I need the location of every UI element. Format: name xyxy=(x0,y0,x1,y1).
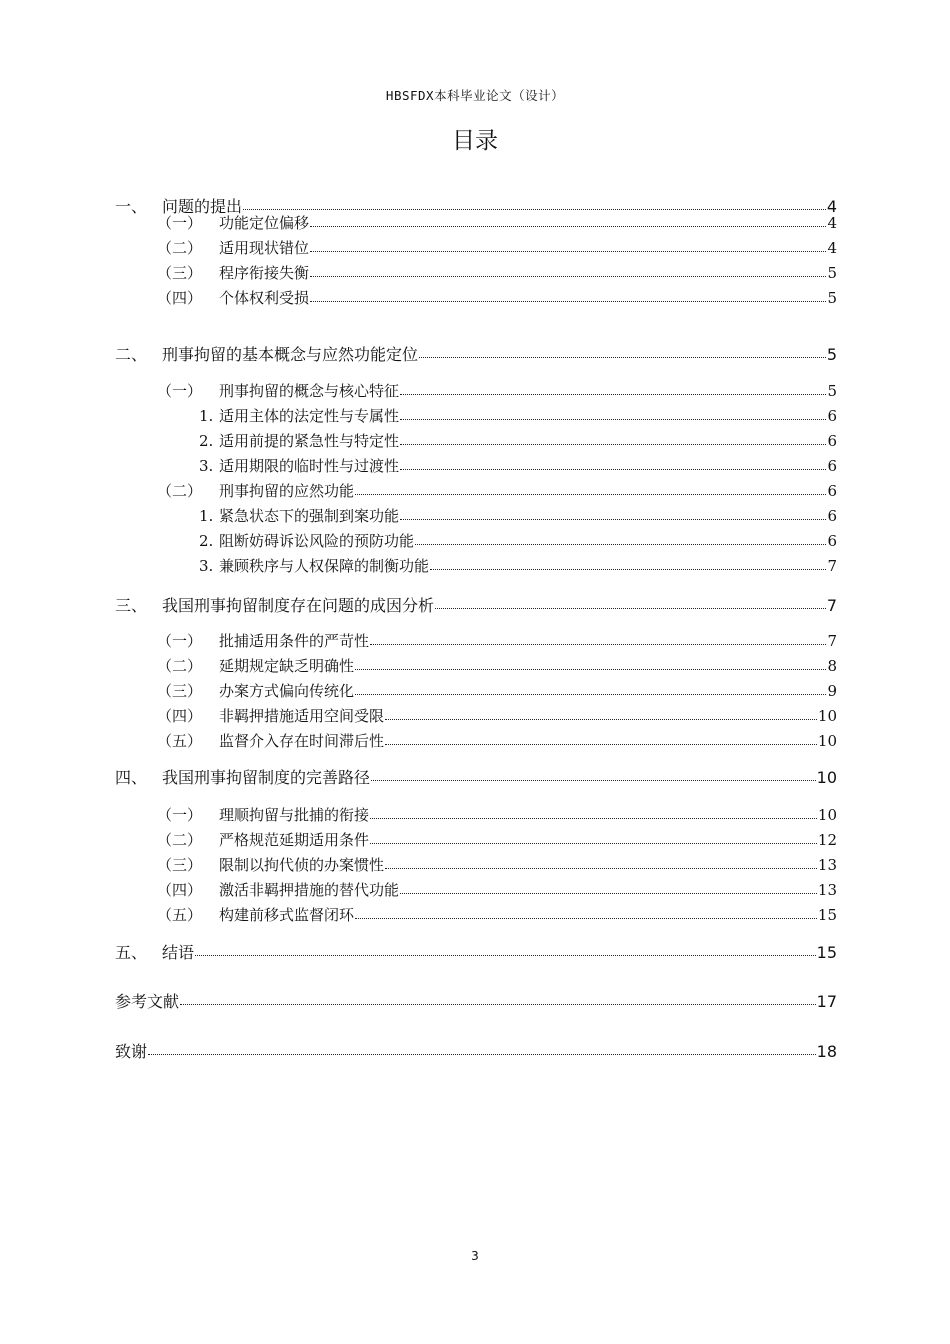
toc-leader-dots xyxy=(400,460,826,470)
toc-leader-dots xyxy=(355,485,826,495)
toc-entry-number: （二） xyxy=(157,239,203,257)
toc-entry-title: 刑事拘留的应然功能 xyxy=(219,482,355,500)
toc-entry-page: 4 xyxy=(827,239,837,257)
toc-entry-page: 4 xyxy=(826,197,837,216)
toc-entry[interactable] xyxy=(157,730,837,751)
toc-entry-title: 阻断妨碍诉讼风险的预防功能 xyxy=(219,532,415,550)
toc-entry[interactable] xyxy=(157,530,837,551)
toc-entry-number: （五） xyxy=(157,906,203,924)
toc-entry-page: 6 xyxy=(827,457,837,475)
toc-leader-dots xyxy=(310,267,826,277)
toc-entry-number: 二、 xyxy=(115,345,148,364)
toc-leader-dots xyxy=(385,859,817,869)
toc-leader-dots xyxy=(180,995,816,1006)
toc-leader-dots xyxy=(355,685,826,695)
toc-entry[interactable] xyxy=(157,505,837,526)
toc-entry-number: （二） xyxy=(157,831,203,849)
toc-leader-dots xyxy=(370,834,817,844)
toc-entry-number: 1. xyxy=(199,407,214,425)
toc-entry-title: 程序衔接失衡 xyxy=(219,264,310,282)
toc-entry-page: 10 xyxy=(817,707,837,725)
toc-leader-dots xyxy=(415,535,826,545)
toc-entry-title: 适用现状错位 xyxy=(219,239,310,257)
toc-entry[interactable] xyxy=(115,593,837,616)
toc-entry-number: 一、 xyxy=(115,197,148,216)
toc-entry-title: 办案方式偏向传统化 xyxy=(219,682,355,700)
toc-entry[interactable] xyxy=(157,705,837,726)
toc-entry-page: 17 xyxy=(816,992,837,1011)
toc-entry-page: 6 xyxy=(827,507,837,525)
toc-entry-page: 5 xyxy=(827,382,837,400)
toc-leader-dots xyxy=(400,385,826,395)
toc-leader-dots xyxy=(400,510,826,520)
toc-entry[interactable] xyxy=(157,237,837,258)
toc-entry-page: 5 xyxy=(827,264,837,282)
toc-entry[interactable] xyxy=(157,405,837,426)
toc-entry-number: （四） xyxy=(157,881,203,899)
toc-entry-number: 五、 xyxy=(115,943,148,962)
toc-entry-number: （一） xyxy=(157,806,203,824)
toc-entry-title: 激活非羁押措施的替代功能 xyxy=(219,881,400,899)
toc-leader-dots xyxy=(243,200,826,211)
toc-entry-title: 我国刑事拘留制度存在问题的成因分析 xyxy=(162,596,435,615)
toc-entry-number: （二） xyxy=(157,482,203,500)
toc-entry-number: 3. xyxy=(199,457,214,475)
toc-entry[interactable] xyxy=(157,680,837,701)
toc-leader-dots xyxy=(370,809,817,819)
toc-entry-title: 紧急状态下的强制到案功能 xyxy=(219,507,400,525)
toc-entry-page: 7 xyxy=(827,632,837,650)
toc-leader-dots xyxy=(370,635,826,645)
toc-leader-dots xyxy=(435,599,826,610)
toc-entry-number: 四、 xyxy=(115,768,148,787)
toc-entry-number: （一） xyxy=(157,632,203,650)
toc-entry-title: 非羁押措施适用空间受限 xyxy=(219,707,385,725)
toc-entry-number: （三） xyxy=(157,856,203,874)
page-title: 目录 xyxy=(452,128,498,154)
toc-entry-page: 7 xyxy=(827,557,837,575)
toc-entry-page: 6 xyxy=(827,482,837,500)
toc-entry-title: 个体权利受损 xyxy=(219,289,310,307)
toc-entry-page: 18 xyxy=(816,1042,837,1061)
toc-entry-page: 10 xyxy=(817,806,837,824)
toc-entry[interactable] xyxy=(157,655,837,676)
toc-entry-page: 6 xyxy=(827,532,837,550)
toc-leader-dots xyxy=(400,410,826,420)
toc-entry-page: 13 xyxy=(817,881,837,899)
toc-entry-number: 3. xyxy=(199,557,214,575)
toc-entry[interactable] xyxy=(157,555,837,576)
toc-entry-title: 参考文献 xyxy=(115,992,180,1011)
page-number: 3 xyxy=(471,1249,479,1263)
running-header: HBSFDX本科毕业论文（设计） xyxy=(385,88,565,103)
toc-entry-title: 致谢 xyxy=(115,1042,148,1061)
toc-entry-title: 限制以拘代侦的办案惯性 xyxy=(219,856,385,874)
toc-entry-title: 适用前提的紧急性与特定性 xyxy=(219,432,400,450)
toc-entry-page: 4 xyxy=(827,214,837,232)
toc-leader-dots xyxy=(310,217,826,227)
toc-entry-page: 7 xyxy=(826,596,837,615)
toc-entry-page: 5 xyxy=(826,345,837,364)
toc-entry-title: 适用主体的法定性与专属性 xyxy=(219,407,400,425)
toc-entry-title: 功能定位偏移 xyxy=(219,214,310,232)
toc-leader-dots xyxy=(400,884,817,894)
toc-entry-title: 严格规范延期适用条件 xyxy=(219,831,370,849)
toc-entry-number: 三、 xyxy=(115,596,148,615)
toc-entry-title: 批捕适用条件的严苛性 xyxy=(219,632,370,650)
toc-entry-number: （一） xyxy=(157,382,203,400)
toc-entry[interactable] xyxy=(157,430,837,451)
toc-entry-number: （一） xyxy=(157,214,203,232)
toc-leader-dots xyxy=(355,909,817,919)
toc-leader-dots xyxy=(430,560,826,570)
toc-entry-number: 2. xyxy=(199,532,214,550)
toc-entry[interactable] xyxy=(157,262,837,283)
toc-entry-number: （三） xyxy=(157,264,203,282)
toc-leader-dots xyxy=(355,660,826,670)
toc-entry-title: 延期规定缺乏明确性 xyxy=(219,657,355,675)
toc-entry[interactable] xyxy=(115,765,837,788)
toc-entry[interactable] xyxy=(157,380,837,401)
toc-leader-dots xyxy=(385,710,817,720)
toc-entry-page: 15 xyxy=(816,943,837,962)
toc-leader-dots xyxy=(419,348,826,359)
toc-entry-number: （四） xyxy=(157,289,203,307)
toc-entry-number: 1. xyxy=(199,507,214,525)
toc-entry-page: 10 xyxy=(817,732,837,750)
toc-entry-page: 9 xyxy=(827,682,837,700)
toc-entry-title: 刑事拘留的基本概念与应然功能定位 xyxy=(162,345,419,364)
toc-entry-title: 构建前移式监督闭环 xyxy=(219,906,355,924)
toc-entry[interactable] xyxy=(157,455,837,476)
toc-leader-dots xyxy=(195,946,816,957)
toc-entry-title: 理顺拘留与批捕的衔接 xyxy=(219,806,370,824)
toc-entry-page: 5 xyxy=(827,289,837,307)
toc-leader-dots xyxy=(371,771,816,782)
toc-leader-dots xyxy=(385,735,817,745)
toc-entry[interactable] xyxy=(157,287,837,308)
toc-entry-title: 刑事拘留的概念与核心特征 xyxy=(219,382,400,400)
toc-leader-dots xyxy=(310,292,826,302)
toc-entry[interactable] xyxy=(157,480,837,501)
toc-entry-title: 适用期限的临时性与过渡性 xyxy=(219,457,400,475)
toc-entry-number: （三） xyxy=(157,682,203,700)
toc-entry[interactable] xyxy=(157,630,837,651)
toc-entry[interactable] xyxy=(157,854,837,875)
toc-entry-page: 12 xyxy=(817,831,837,849)
toc-entry-number: （四） xyxy=(157,707,203,725)
toc-entry[interactable] xyxy=(115,1039,837,1062)
toc-entry-title: 问题的提出 xyxy=(162,197,243,216)
toc-entry-page: 10 xyxy=(816,768,837,787)
toc-entry[interactable] xyxy=(157,879,837,900)
toc-entry-number: （五） xyxy=(157,732,203,750)
toc-entry-number: （二） xyxy=(157,657,203,675)
toc-entry[interactable] xyxy=(115,342,837,365)
toc-leader-dots xyxy=(148,1045,816,1056)
toc-entry-title: 结语 xyxy=(162,943,195,962)
toc-entry-title: 兼顾秩序与人权保障的制衡功能 xyxy=(219,557,430,575)
toc-entry[interactable] xyxy=(157,212,837,233)
toc-entry[interactable] xyxy=(157,829,837,850)
toc-entry-number: 2. xyxy=(199,432,214,450)
toc-leader-dots xyxy=(310,242,826,252)
toc-entry-title: 我国刑事拘留制度的完善路径 xyxy=(162,768,371,787)
toc-entry-page: 6 xyxy=(827,432,837,450)
toc-entry[interactable] xyxy=(157,904,837,925)
toc-entry-page: 13 xyxy=(817,856,837,874)
toc-leader-dots xyxy=(400,435,826,445)
toc-entry-page: 8 xyxy=(827,657,837,675)
toc-entry-page: 6 xyxy=(827,407,837,425)
toc-entry[interactable] xyxy=(115,989,837,1012)
toc-entry-page: 15 xyxy=(817,906,837,924)
toc-entry-title: 监督介入存在时间滞后性 xyxy=(219,732,385,750)
toc-entry[interactable] xyxy=(157,804,837,825)
toc-entry[interactable] xyxy=(115,940,837,963)
